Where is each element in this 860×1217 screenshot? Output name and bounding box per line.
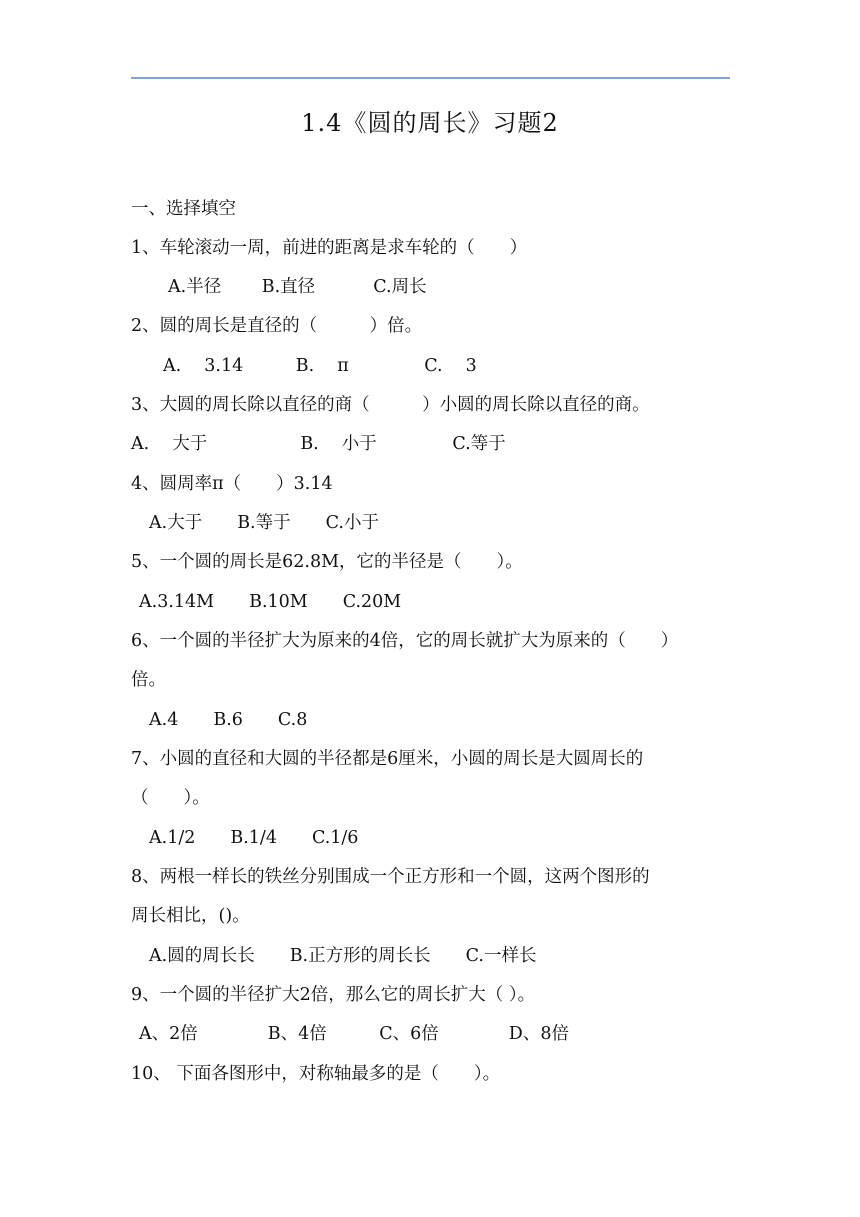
question-9: 9、一个圆的半径扩大2倍，那么它的周长扩大（ ）。 — [131, 985, 536, 1005]
question-8-options: A.圆的周长长 B.正方形的周长长 C.一样长 — [149, 946, 537, 966]
question-2: 2、圆的周长是直径的（ ）倍。 — [131, 316, 423, 336]
question-7-line-1: 7、小圆的直径和大圆的半径都是6厘米，小圆的周长是大圆周长的 — [131, 749, 644, 769]
question-5-options: A.3.14M B.10M C.20M — [139, 592, 402, 612]
question-2-options: A. 3.14 B. π C. 3 — [163, 356, 477, 376]
question-3-options: A. 大于 B. 小于 C.等于 — [131, 434, 506, 454]
question-6-line-2: 倍。 — [131, 670, 166, 690]
question-1-options: A.半径 B.直径 C.周长 — [168, 277, 427, 297]
question-1: 1、车轮滚动一周，前进的距离是求车轮的（ ） — [131, 238, 528, 258]
question-6-options: A.4 B.6 C.8 — [149, 710, 308, 730]
question-8-line-2: 周长相比，()。 — [131, 906, 250, 926]
question-7-line-2: （ ）。 — [131, 788, 210, 808]
question-9-options: A、2倍 B、4倍 C、6倍 D、8倍 — [139, 1024, 569, 1044]
question-3: 3、大圆的周长除以直径的商（ ）小圆的周长除以直径的商。 — [131, 395, 650, 415]
question-4-options: A.大于 B.等于 C.小于 — [149, 513, 379, 533]
question-10: 10、 下面各图形中，对称轴最多的是（ ）。 — [131, 1064, 501, 1084]
question-6-line-1: 6、一个圆的半径扩大为原来的4倍，它的周长就扩大为原来的（ ） — [131, 631, 679, 651]
question-5: 5、一个圆的周长是62.8M，它的半径是（ ）。 — [131, 552, 523, 572]
question-7-options: A.1/2 B.1/4 C.1/6 — [149, 828, 359, 848]
question-4: 4、圆周率π（ ）3.14 — [131, 474, 333, 494]
question-8-line-1: 8、两根一样长的铁丝分别围成一个正方形和一个圆，这两个图形的 — [131, 867, 650, 887]
page-title: 1.4《圆的周长》习题2 — [301, 109, 559, 137]
section-heading: 一、选择填空 — [131, 199, 236, 219]
header-rule — [131, 77, 730, 79]
